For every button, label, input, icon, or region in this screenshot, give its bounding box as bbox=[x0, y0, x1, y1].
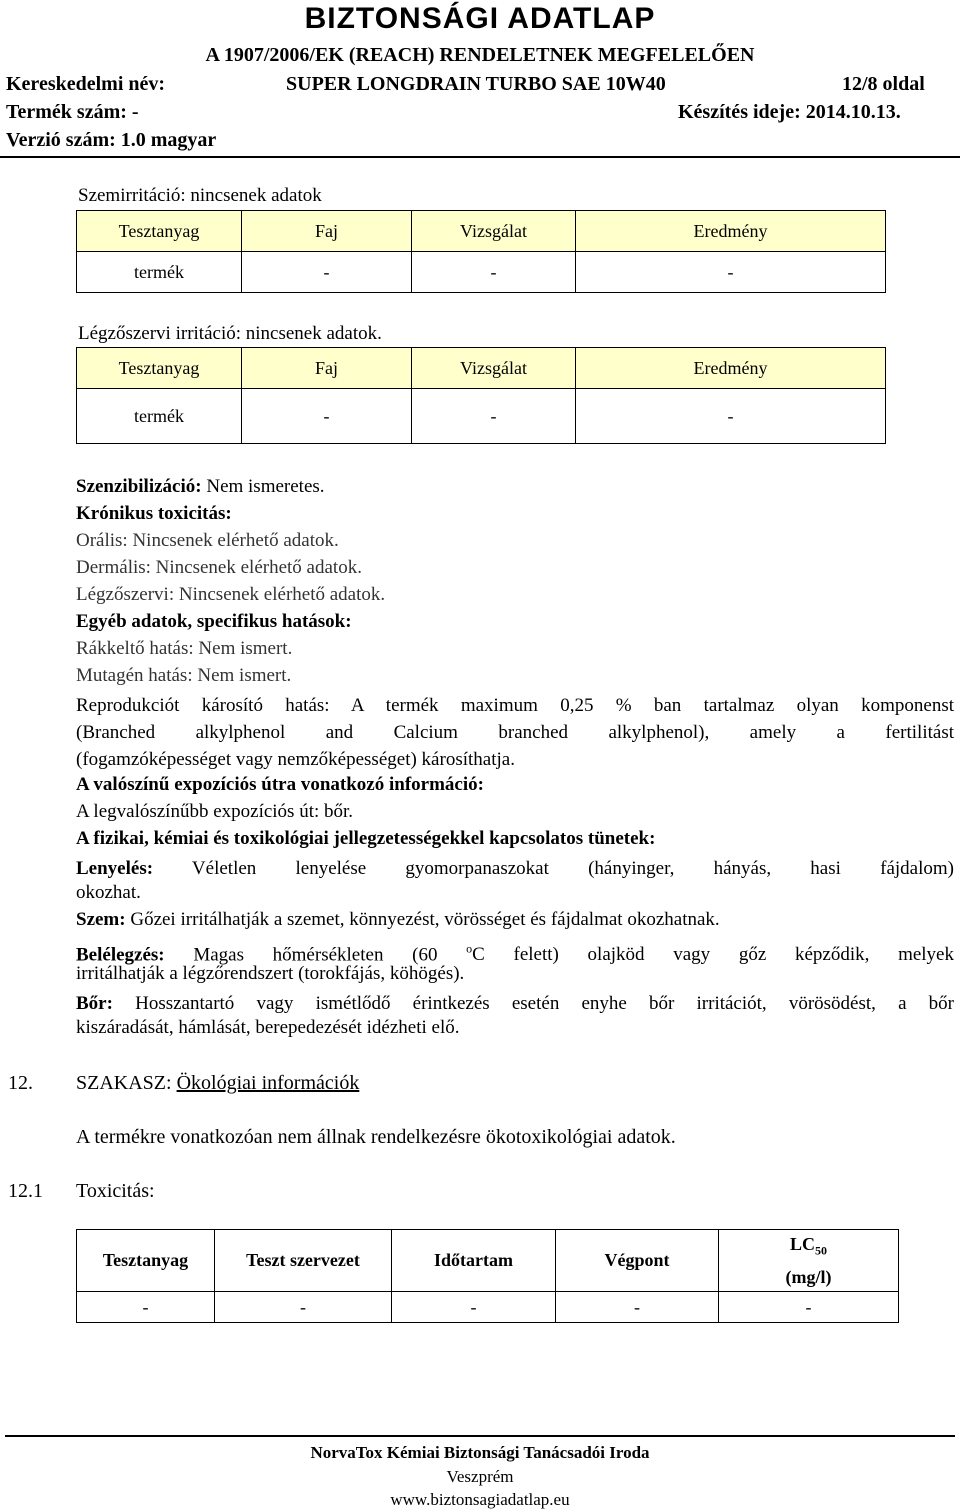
column-header: Eredmény bbox=[576, 348, 886, 389]
inhalation-line: Légzőszervi: Nincsenek elérhető adatok. bbox=[76, 584, 386, 605]
table-row bbox=[77, 1292, 899, 1323]
table-cell: - bbox=[576, 252, 886, 293]
footer-divider bbox=[5, 1435, 955, 1437]
section-label: SZAKASZ: bbox=[76, 1072, 172, 1094]
lc-subscript: 50 bbox=[815, 1243, 827, 1258]
chronic-toxicity-heading: Krónikus toxicitás: bbox=[76, 503, 232, 524]
skin-text: Hosszantartó vagy ismétlődő érintkezés esetén enyhe bőr irritációt, vörösödést, a bőr bbox=[135, 993, 955, 1014]
column-header: Eredmény bbox=[576, 211, 886, 252]
symptoms-heading: A fizikai, kémiai és toxikológiai jellegzetességekkel kapcsolatos tünetek: bbox=[76, 828, 656, 849]
created-date: Készítés ideje: 2014.10.13. bbox=[678, 101, 901, 123]
inhalation-text-rest: C felett) olajköd vagy gőz képződik, melyek bbox=[472, 944, 954, 966]
lc-label: LC bbox=[789, 1234, 815, 1255]
eye-irritation-caption: Szemirritáció: nincsenek adatok bbox=[78, 185, 322, 206]
version-number: Verzió szám: 1.0 magyar bbox=[6, 129, 217, 151]
eye-irritation-table bbox=[76, 210, 886, 293]
column-header: Vizsgálat bbox=[412, 348, 576, 389]
footer-city: Veszprém bbox=[446, 1467, 514, 1486]
inhalation-label: Belélegzés: bbox=[76, 944, 165, 966]
skin-line-1 bbox=[76, 990, 954, 1017]
regulation-line: A 1907/2006/EK (REACH) RENDELETNEK MEGFELELŐEN bbox=[205, 44, 755, 66]
footer-organization: NorvaTox Kémiai Biztonsági Tanácsadói Iroda bbox=[310, 1443, 650, 1462]
eye-text: Gőzei irritálhatják a szemet, könnyezést, vörösséget és fájdalmat okozhatnak. bbox=[130, 909, 720, 930]
column-header: Faj bbox=[242, 348, 412, 389]
inhalation-text-a: Magas hőmérsékleten (60 bbox=[193, 944, 438, 966]
other-effects-heading: Egyéb adatok, specifikus hatások: bbox=[76, 611, 352, 632]
table-cell: - bbox=[719, 1292, 899, 1323]
table-cell: - bbox=[242, 252, 412, 293]
section-heading bbox=[76, 1072, 359, 1095]
subsection-number: 12.1 bbox=[8, 1180, 43, 1202]
skin-label: Bőr: bbox=[76, 993, 113, 1014]
table-cell: termék bbox=[77, 252, 242, 293]
reproductive-line-3: (fogamzóképességet vagy nemzőképességet) károsíthatja. bbox=[76, 749, 515, 770]
carcinogenicity-line: Rákkeltő hatás: Nem ismert. bbox=[76, 638, 293, 659]
header-divider bbox=[0, 156, 960, 158]
resp-irritation-caption: Légzőszervi irritáció: nincsenek adatok. bbox=[78, 323, 382, 344]
table-cell: - bbox=[242, 389, 412, 444]
eye-label: Szem: bbox=[76, 909, 126, 930]
exposure-text: A legvalószínűbb expozíciós út: bőr. bbox=[76, 801, 354, 822]
table-cell: - bbox=[556, 1292, 719, 1323]
column-header: Tesztanyag bbox=[77, 348, 242, 389]
section-number: 12. bbox=[8, 1072, 33, 1094]
table-cell: - bbox=[576, 389, 886, 444]
table-cell: - bbox=[412, 389, 576, 444]
ingestion-line-1 bbox=[76, 855, 954, 882]
column-header: Teszt szervezet bbox=[215, 1230, 392, 1292]
section-title: Ökológiai információk bbox=[176, 1072, 360, 1094]
column-header: Végpont bbox=[556, 1230, 719, 1292]
lc-unit: (mg/l) bbox=[785, 1266, 832, 1287]
resp-irritation-table bbox=[76, 347, 886, 444]
sensitization-line bbox=[76, 476, 325, 498]
inhalation-text-b bbox=[466, 944, 954, 965]
skin-line-2: kiszáradását, hámlását, berepedezését idézheti elő. bbox=[76, 1017, 460, 1038]
sensitization-label: Szenzibilizáció: bbox=[76, 476, 202, 497]
oral-line: Orális: Nincsenek elérhető adatok. bbox=[76, 530, 339, 551]
table-cell: termék bbox=[77, 389, 242, 444]
subsection-title: Toxicitás: bbox=[76, 1180, 155, 1202]
table-cell: - bbox=[412, 252, 576, 293]
table-header-row bbox=[77, 211, 886, 252]
table-header-row bbox=[77, 348, 886, 389]
column-header: Időtartam bbox=[392, 1230, 556, 1292]
sensitization-value: Nem ismeretes. bbox=[206, 476, 325, 497]
inhalation-effects-line-2: irritálhatják a légzőrendszert (torokfájás, köhögés). bbox=[76, 963, 465, 984]
ingestion-line-2: okozhat. bbox=[76, 882, 141, 903]
ingestion-text: Véletlen lenyelése gyomorpanaszokat (hányinger, hányás, hasi fájdalom) bbox=[191, 858, 954, 879]
ecotox-text: A termékre vonatkozóan nem állnak rendelkezésre ökotoxikológiai adatok. bbox=[76, 1126, 676, 1148]
trade-name: SUPER LONGDRAIN TURBO SAE 10W40 bbox=[286, 73, 666, 95]
table-cell: - bbox=[392, 1292, 556, 1323]
column-header: Faj bbox=[242, 211, 412, 252]
table-row bbox=[77, 389, 886, 444]
column-header: Tesztanyag bbox=[77, 211, 242, 252]
toxicity-table bbox=[76, 1229, 899, 1323]
product-number: Termék szám: - bbox=[6, 101, 139, 123]
table-header-row bbox=[77, 1230, 899, 1292]
footer-website[interactable]: www.biztonsagiadatlap.eu bbox=[390, 1490, 570, 1509]
document-title: BIZTONSÁGI ADATLAP bbox=[304, 2, 656, 35]
reproductive-line-2: (Branched alkylphenol and Calcium branched alkylphenol), amely a fertilitást bbox=[76, 722, 954, 743]
ingestion-label: Lenyelés: bbox=[76, 858, 154, 879]
mutagenicity-line: Mutagén hatás: Nem ismert. bbox=[76, 665, 292, 686]
degree-sign: o bbox=[466, 942, 473, 956]
dermal-line: Dermális: Nincsenek elérhető adatok. bbox=[76, 557, 362, 578]
table-row bbox=[77, 252, 886, 293]
eye-line bbox=[76, 909, 720, 931]
column-header-lc50 bbox=[719, 1230, 899, 1292]
exposure-heading: A valószínű expozíciós útra vonatkozó információ: bbox=[76, 774, 484, 795]
reproductive-line-1: Reprodukciót károsító hatás: A termék maximum 0,25 % ban tartalmaz olyan komponenst bbox=[76, 695, 954, 716]
column-header: Vizsgálat bbox=[412, 211, 576, 252]
column-header: Tesztanyag bbox=[77, 1230, 215, 1292]
table-cell: - bbox=[77, 1292, 215, 1323]
table-cell: - bbox=[215, 1292, 392, 1323]
trade-name-label: Kereskedelmi név: bbox=[6, 73, 166, 95]
page-number: 12/8 oldal bbox=[842, 73, 925, 95]
